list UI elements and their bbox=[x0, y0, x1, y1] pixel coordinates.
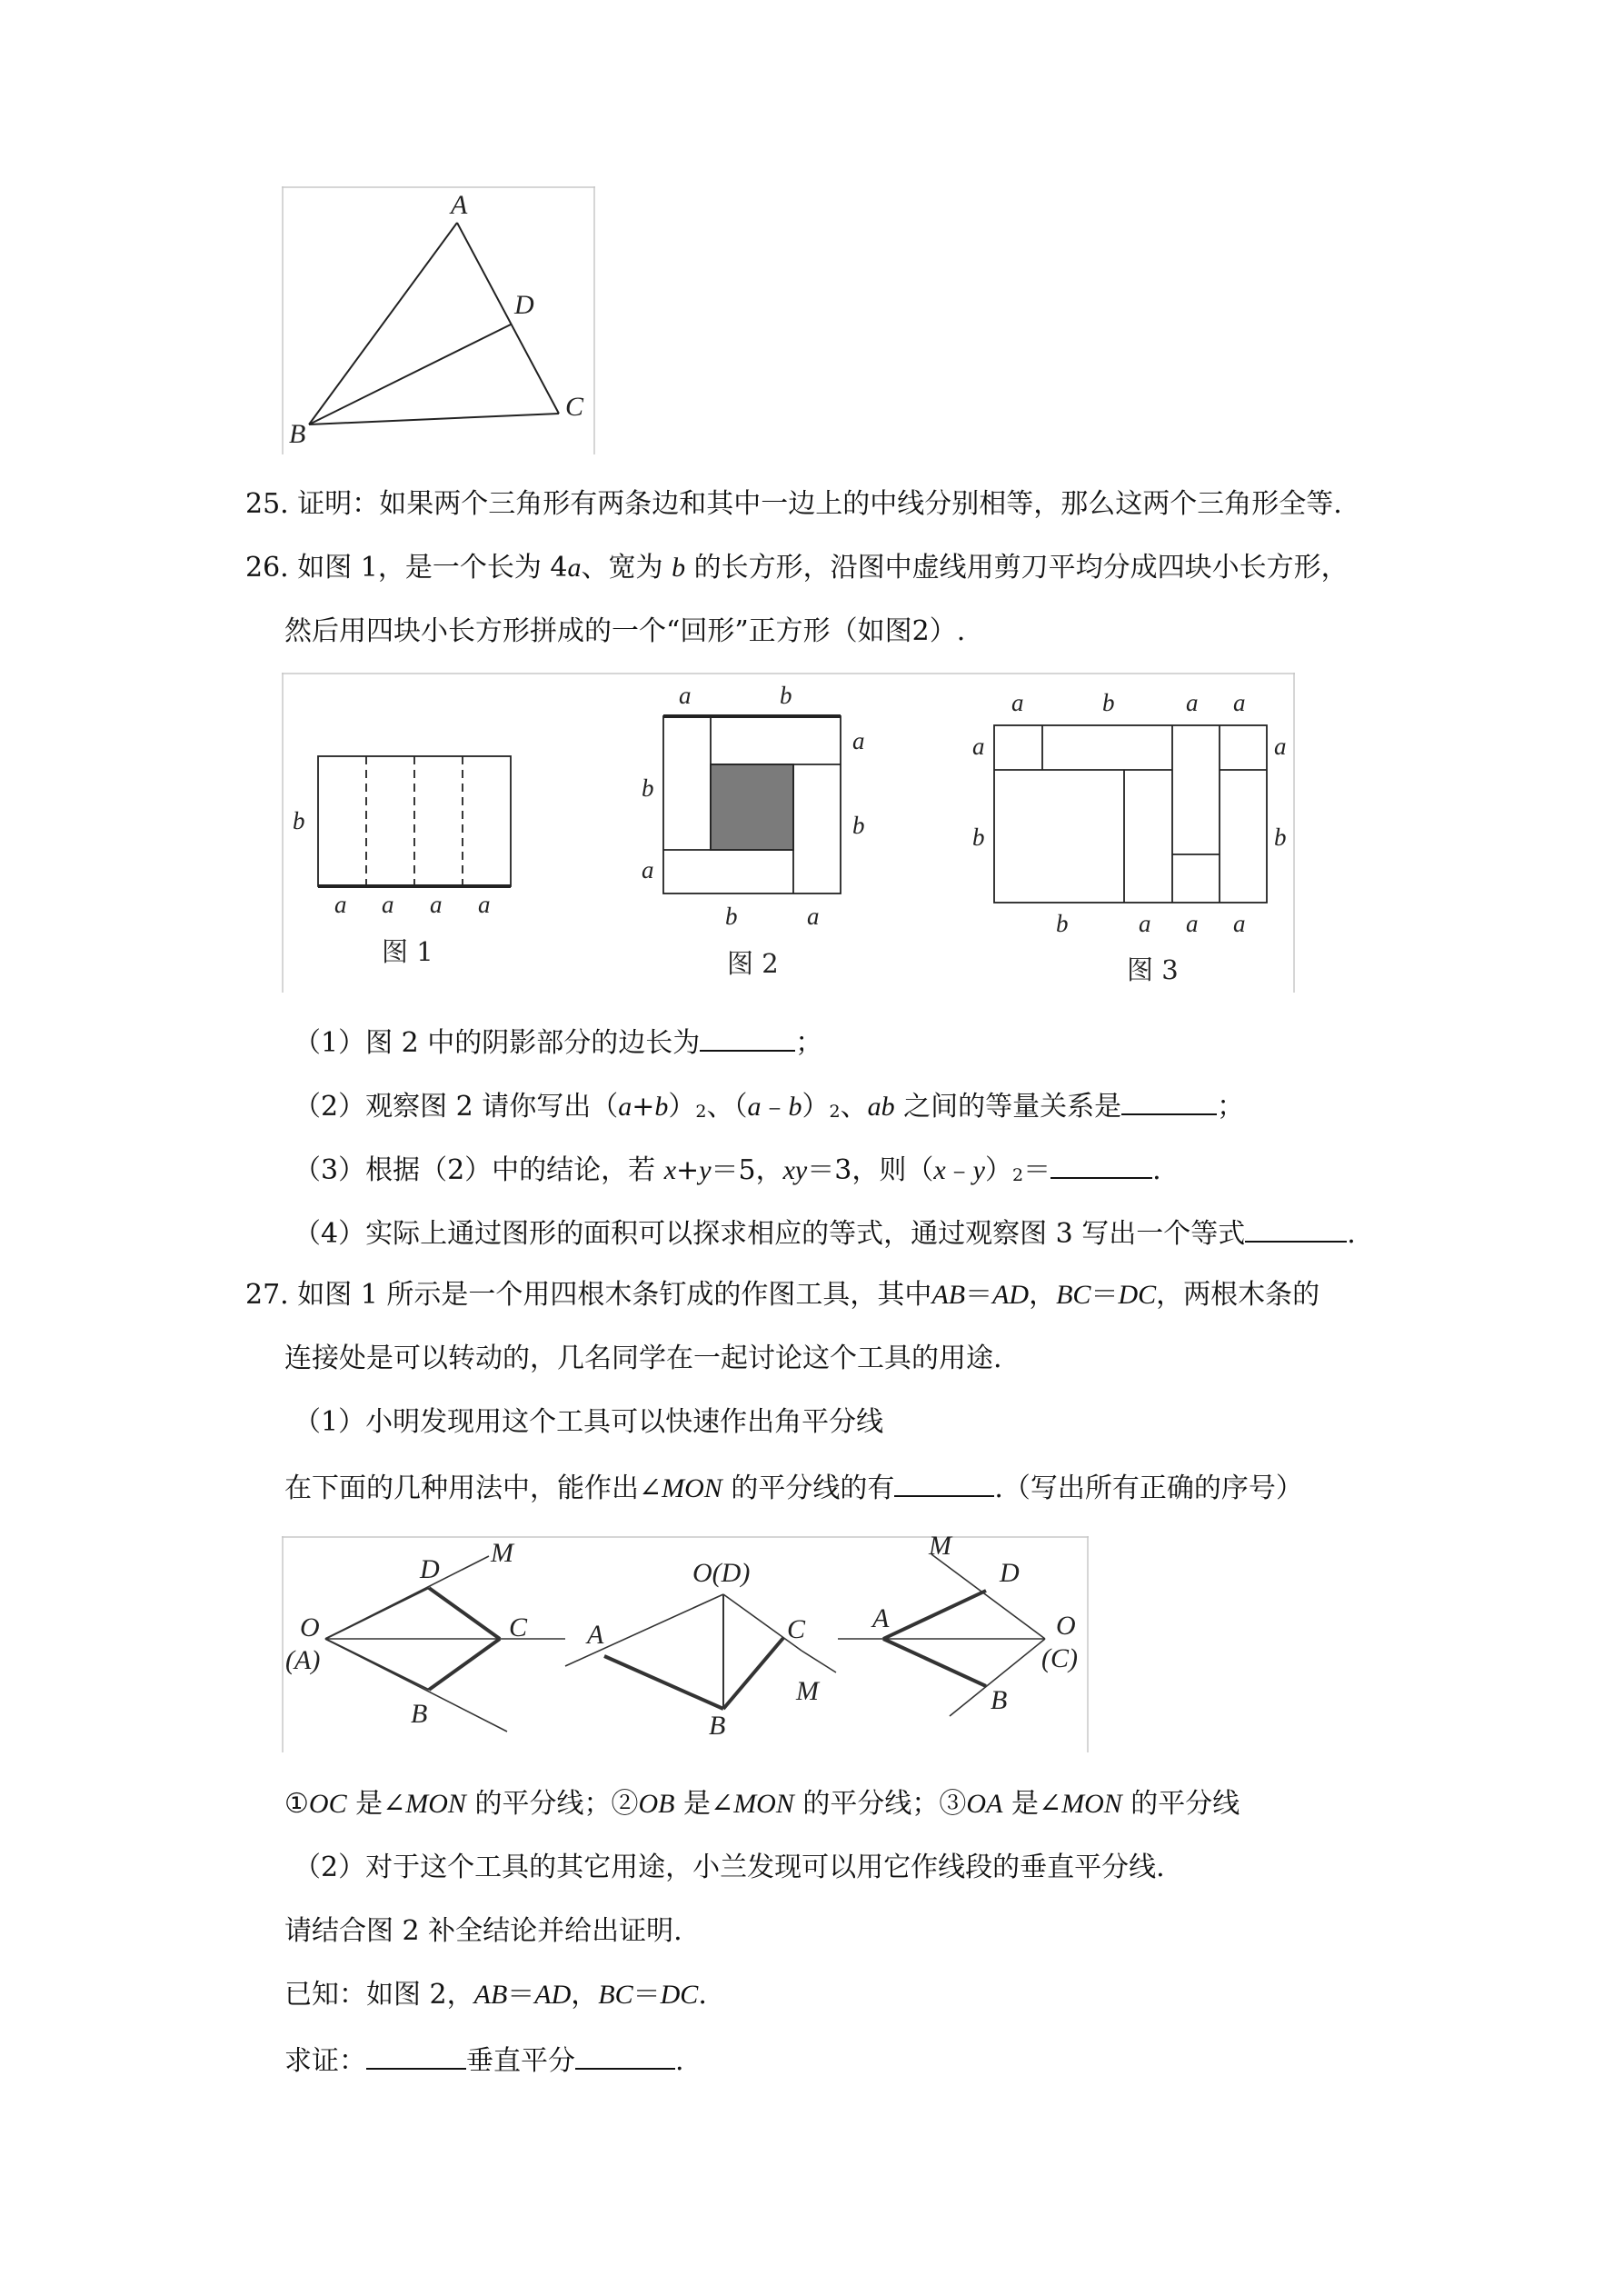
option-3-mon: MON bbox=[1061, 1789, 1122, 1819]
option-2-t2: 的平分线； bbox=[793, 1788, 940, 1820]
q27-line2-text: 连接处是可以转动的，几名同学在一起讨论这个工具的用途. bbox=[284, 1343, 1002, 1374]
fig3-label-top-a3: a bbox=[1233, 689, 1246, 716]
q27-sub1 bbox=[294, 1404, 883, 1441]
label-C: C bbox=[565, 392, 584, 422]
q26-sub2-sq2: 2 bbox=[829, 1102, 841, 1122]
q27-line1-a: 如图 1 所示是一个用四根木条钉成的作图工具，其中 bbox=[297, 1279, 932, 1311]
option-1-t2: 的平分线； bbox=[465, 1788, 612, 1820]
fig1-label-a1: a bbox=[334, 891, 347, 918]
option-1-marker: ① bbox=[284, 1788, 309, 1820]
fig2-label-top-b: b bbox=[780, 682, 792, 709]
q27-given bbox=[284, 1977, 707, 2013]
q26-sub3-var: x bbox=[663, 1155, 677, 1185]
q26-sub4-end: . bbox=[1347, 1218, 1356, 1250]
q27-sub1-question bbox=[284, 1468, 1303, 1507]
fig2-label-top-a: a bbox=[679, 682, 692, 709]
q26-sub3-minus: ﹣ bbox=[945, 1154, 973, 1186]
option-3-var: OA bbox=[966, 1789, 1003, 1819]
fig2-label-bottom-b: b bbox=[725, 903, 738, 930]
q26-sub1-end: ； bbox=[795, 1027, 823, 1059]
fig3-label-left-a: a bbox=[972, 733, 985, 760]
fig3-caption: 图 3 bbox=[1127, 954, 1179, 985]
q27-eq: ＝ bbox=[965, 1279, 993, 1311]
u2-label-OD: O(D) bbox=[692, 1558, 751, 1588]
q26-sub2-plus: + bbox=[632, 1091, 655, 1123]
u2-label-A: A bbox=[587, 1620, 604, 1650]
fig1-label-a3: a bbox=[430, 891, 443, 918]
prove-blank-2[interactable] bbox=[575, 2041, 675, 2070]
prove-b: 垂直平分 bbox=[466, 2045, 575, 2077]
q27-line1-b: ，两根木条的 bbox=[1156, 1279, 1320, 1311]
q27-sub1q-mon: MON bbox=[662, 1473, 722, 1503]
u1-label-M: M bbox=[491, 1538, 513, 1568]
fig1-label-a2: a bbox=[382, 891, 394, 918]
q27-number: 27. bbox=[245, 1279, 289, 1311]
q26-sub3-c: ＝3，则（ bbox=[807, 1154, 934, 1186]
q26-var-a: a bbox=[567, 553, 582, 583]
u2-label-C: C bbox=[787, 1614, 806, 1644]
q27-comma: ， bbox=[1029, 1279, 1057, 1311]
q26-sub2-d: ） bbox=[802, 1091, 830, 1123]
option-1-mon: MON bbox=[405, 1789, 466, 1819]
u2-label-B: B bbox=[709, 1711, 726, 1741]
fig3-label-left-b: b bbox=[972, 824, 985, 851]
option-3-marker: ③ bbox=[939, 1788, 967, 1820]
prove-blank-1[interactable] bbox=[366, 2041, 466, 2070]
fig3-label-bottom-a3: a bbox=[1233, 910, 1246, 937]
q26-sub4-blank[interactable] bbox=[1245, 1213, 1347, 1243]
label-A: A bbox=[451, 190, 468, 220]
given-ab: AB bbox=[473, 1980, 508, 2010]
q26-sub3-var: y bbox=[972, 1155, 985, 1185]
option-1-var: OC bbox=[308, 1789, 347, 1819]
q26-sub3-sq: 2 bbox=[1012, 1165, 1024, 1185]
option-2-t1: 是∠ bbox=[674, 1788, 734, 1820]
given-a: 已知：如图 2， bbox=[284, 1979, 474, 2011]
u3-label-A: A bbox=[872, 1603, 890, 1633]
q26-sub2 bbox=[294, 1086, 1244, 1128]
fig2-label-bottom-a: a bbox=[807, 903, 820, 930]
q26-sub2-end: ； bbox=[1217, 1091, 1245, 1123]
q26-sub3-b: ＝5， bbox=[711, 1154, 783, 1186]
figure-1 bbox=[318, 756, 511, 886]
option-3-t2: 的平分线 bbox=[1121, 1788, 1240, 1820]
q27-figures bbox=[282, 1536, 1089, 1752]
figure-2 bbox=[663, 716, 841, 893]
q27-sub2-question bbox=[284, 1913, 682, 1950]
fig2-label-left-b: b bbox=[642, 774, 654, 802]
q27-eq2: ＝ bbox=[1090, 1279, 1119, 1311]
q26-sub4 bbox=[294, 1213, 1356, 1253]
q26-number: 26. bbox=[245, 552, 289, 584]
u3-label-C: (C) bbox=[1041, 1643, 1078, 1673]
fig3-label-top-b: b bbox=[1102, 689, 1115, 716]
q27-sub1q-b: 的平分线的有 bbox=[722, 1472, 895, 1504]
q26-text-b: 、宽为 bbox=[581, 552, 672, 584]
q26-sub2-c: 、（ bbox=[706, 1091, 748, 1123]
q27-prove bbox=[284, 2041, 684, 2080]
fig1-label-b: b bbox=[293, 807, 305, 834]
q26-sub3-plus: + bbox=[676, 1154, 700, 1186]
option-1-t1: 是∠ bbox=[346, 1788, 406, 1820]
q27-var-ad: AD bbox=[992, 1280, 1030, 1310]
q26-sub3-e: ＝ bbox=[1023, 1154, 1051, 1186]
option-3-t1: 是∠ bbox=[1002, 1788, 1062, 1820]
usage-1 bbox=[325, 1556, 565, 1732]
q26-sub2-var: b bbox=[654, 1092, 669, 1122]
q26-line2 bbox=[284, 614, 965, 650]
q27-sub1q-a: 在下面的几种用法中，能作出∠ bbox=[284, 1472, 662, 1504]
fig3-label-right-b: b bbox=[1274, 824, 1287, 851]
q26-sub2-blank[interactable] bbox=[1121, 1086, 1217, 1115]
option-2-var: OB bbox=[638, 1789, 675, 1819]
q27-var-bc: BC bbox=[1056, 1280, 1091, 1310]
label-B: B bbox=[289, 419, 306, 449]
q26-sub3-var: x bbox=[933, 1155, 946, 1185]
u3-label-D: D bbox=[1000, 1558, 1020, 1588]
fig2-caption: 图 2 bbox=[727, 948, 779, 979]
q26-sub3-var: y bbox=[699, 1155, 712, 1185]
q26-sub2-sq: 2 bbox=[695, 1102, 707, 1122]
q27-var-dc: DC bbox=[1118, 1280, 1157, 1310]
fig2-label-right-b: b bbox=[852, 812, 865, 839]
fig3-label-bottom-b: b bbox=[1056, 910, 1069, 937]
prove-a: 求证： bbox=[284, 2045, 366, 2077]
q26-sub3-blank[interactable] bbox=[1050, 1150, 1152, 1179]
q27-line2 bbox=[284, 1341, 1002, 1377]
q26-text-c: 的长方形，沿图中虚线用剪刀平均分成四块小长方形， bbox=[685, 552, 1349, 584]
q26-sub4-text: （4）实际上通过图形的面积可以探求相应的等式，通过观察图 3 写出一个等式 bbox=[294, 1218, 1246, 1250]
fig2-label-right-a: a bbox=[852, 727, 865, 754]
q26-sub2-var: b bbox=[788, 1092, 802, 1122]
q26-line1 bbox=[245, 550, 1349, 586]
fig2-label-left-a: a bbox=[642, 856, 654, 883]
fig3-label-top-a2: a bbox=[1186, 689, 1199, 716]
q26-sub2-ab: ab bbox=[867, 1092, 895, 1122]
q27-line1 bbox=[245, 1277, 1319, 1313]
option-2-mon: MON bbox=[733, 1789, 794, 1819]
q27-sub2 bbox=[294, 1850, 1165, 1886]
option-2-marker: ② bbox=[611, 1788, 639, 1820]
fig3-label-bottom-a2: a bbox=[1186, 910, 1199, 937]
q27-sub1-text: （1）小明发现用这个工具可以快速作出角平分线 bbox=[294, 1406, 884, 1438]
q27-sub2-text: （2）对于这个工具的其它用途，小兰发现可以用它作线段的垂直平分线. bbox=[294, 1852, 1165, 1883]
u1-label-B: B bbox=[411, 1699, 428, 1729]
q26-sub2-e: 、 bbox=[840, 1091, 868, 1123]
q26-sub3-d: ） bbox=[985, 1154, 1012, 1186]
given-bc: BC bbox=[598, 1980, 633, 2010]
q26-sub2-f: 之间的等量关系是 bbox=[894, 1091, 1122, 1123]
u3-label-B: B bbox=[991, 1685, 1008, 1715]
fig1-label-a4: a bbox=[478, 891, 491, 918]
given-end: . bbox=[698, 1979, 707, 2011]
q26-text-a: 如图 1，是一个长为 4 bbox=[297, 552, 568, 584]
q25-number: 25. bbox=[245, 488, 289, 520]
given-eq2: ＝ bbox=[632, 1979, 661, 2011]
fig1-caption: 图 1 bbox=[382, 936, 433, 967]
q26-sub2-minus: ﹣ bbox=[761, 1091, 789, 1123]
q26-sub2-a: （2）观察图 2 请你写出（ bbox=[294, 1091, 619, 1123]
q26-sub3-a: （3）根据（2）中的结论，若 bbox=[294, 1154, 664, 1186]
q26-line2-text: 然后用四块小长方形拼成的一个“回形”正方形（如图2）. bbox=[284, 615, 966, 647]
u1-label-D: D bbox=[420, 1554, 440, 1584]
label-D: D bbox=[514, 290, 534, 320]
given-comma: ， bbox=[571, 1979, 599, 2011]
q26-sub3-xy: xy bbox=[782, 1155, 808, 1185]
q27-sub2q-text: 请结合图 2 补全结论并给出证明. bbox=[284, 1915, 682, 1947]
q26-sub2-var: a bbox=[747, 1092, 762, 1122]
fig3-label-bottom-a1: a bbox=[1139, 910, 1151, 937]
u1-label-A: (A) bbox=[285, 1645, 321, 1675]
given-ad: AD bbox=[534, 1980, 572, 2010]
q27-sub1-blank[interactable] bbox=[894, 1468, 994, 1497]
u1-label-C: C bbox=[509, 1612, 528, 1642]
u3-label-M: M bbox=[929, 1536, 951, 1561]
prove-end: . bbox=[675, 2045, 684, 2077]
fig3-label-right-a: a bbox=[1274, 733, 1287, 760]
figure-3 bbox=[994, 725, 1267, 903]
q26-sub3-end: . bbox=[1152, 1154, 1161, 1186]
q26-sub1 bbox=[294, 1023, 822, 1062]
q26-sub2-var: a bbox=[618, 1092, 632, 1122]
fig3-label-top-a1: a bbox=[1011, 689, 1024, 716]
u1-label-O: O bbox=[300, 1612, 320, 1642]
q26-sub1-blank[interactable] bbox=[700, 1023, 795, 1052]
q27-sub1q-c: .（写出所有正确的序号） bbox=[994, 1472, 1303, 1504]
q26-sub2-b: ） bbox=[668, 1091, 696, 1123]
q25-line bbox=[245, 486, 1342, 523]
q26-figures bbox=[282, 673, 1295, 993]
q27-options bbox=[284, 1786, 1240, 1822]
q25-text: 证明：如果两个三角形有两条边和其中一边上的中线分别相等，那么这两个三角形全等. bbox=[297, 488, 1342, 520]
u2-label-M: M bbox=[796, 1676, 819, 1706]
q27-var-ab: AB bbox=[931, 1280, 966, 1310]
q26-sub3 bbox=[294, 1150, 1161, 1192]
u3-label-O: O bbox=[1056, 1611, 1076, 1641]
q26-var-b: b bbox=[672, 553, 686, 583]
given-eq: ＝ bbox=[507, 1979, 535, 2011]
given-dc: DC bbox=[660, 1980, 699, 2010]
triangle-figure bbox=[282, 186, 595, 454]
q26-sub1-text: （1）图 2 中的阴影部分的边长为 bbox=[294, 1027, 701, 1059]
